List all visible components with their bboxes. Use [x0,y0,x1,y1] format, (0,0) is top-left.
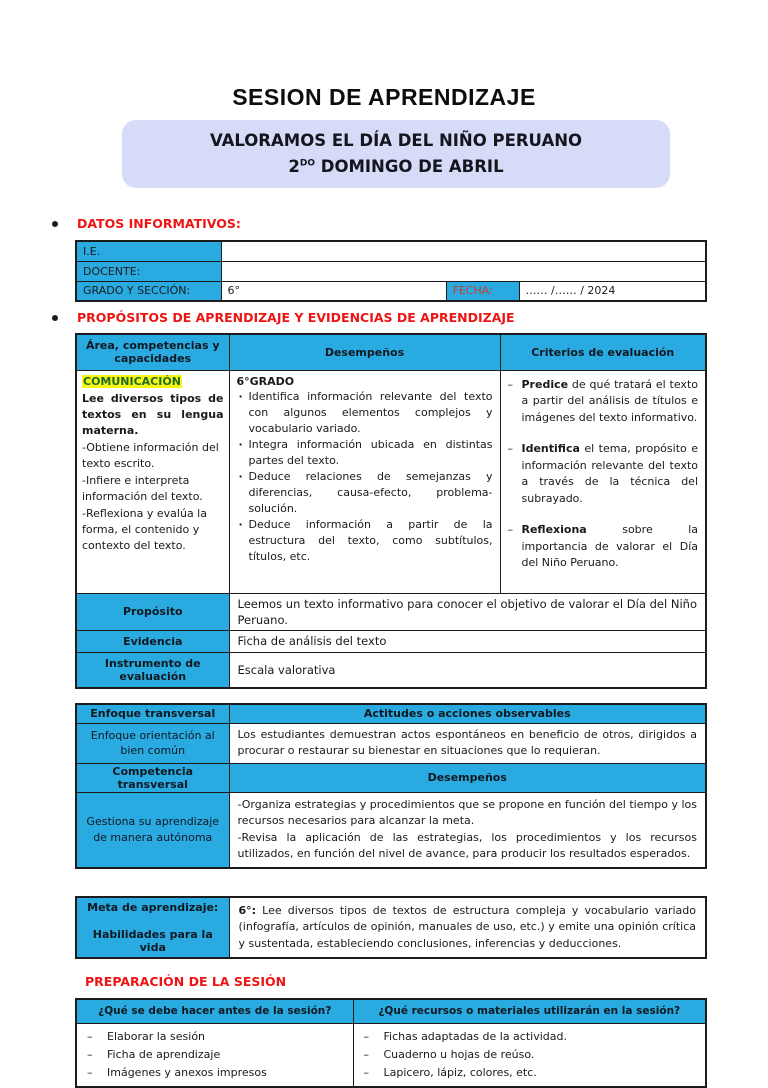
table-header-row [76,704,706,723]
table-row [76,370,706,593]
prep-item: – Fichas adaptadas de la actividad. [362,1028,698,1046]
section-heading-preparacion-label: PREPARACIÓN DE LA SESIÓN [85,974,287,990]
meta-label-line1: Meta de aprendizaje: [87,900,219,914]
col-header-desempenos: Desempeños [229,334,500,370]
evidencia-label-cell: Evidencia [76,630,229,652]
section-heading-preparacion [85,974,768,989]
area-competencias-cell [76,370,229,593]
gestiona-value-cell [229,792,706,868]
criterio-item: – Reflexiona sobre la importancia de valorar el Día del Niño Peruano. [508,522,699,572]
instrumento-value-cell: Escala valorativa [229,652,706,688]
page-title: SESION DE APRENDIZAJE [232,84,536,110]
meta-aprendizaje-table [75,896,707,960]
lesson-banner [122,120,670,188]
desempeno-line: -Revisa la aplicación de las estrategias, los procedimientos y los recursos utilizados, en función del nivel de avance, para producir los resultados esperados. [237,830,697,861]
grado-label-cell: GRADO Y SECCIÓN: [76,281,221,301]
table-row [76,723,706,763]
prep-item: – Ficha de aprendizaje [85,1046,345,1064]
proposito-value-cell: Leemos un texto informativo para conocer el objetivo de valorar el Día del Niño Peruano. [229,593,706,630]
datos-informativos-table [75,240,707,302]
docente-value-cell [221,261,706,281]
table-row [76,897,706,959]
capacidad-item: -Obtiene información del texto escrito. [82,441,219,471]
criterio-item: – Predice de qué tratará el texto a partir del análisis de títulos e imágenes del texto informativo. [508,377,699,427]
desempeno-item: · Integra información ubicada en distintas partes del texto. [237,437,493,469]
prep-item: – Elaborar la sesión [85,1028,345,1046]
banner-line-2: $2^{DO}$ DOMINGO DE ABRIL [288,157,504,176]
desempenos-cell [229,370,500,593]
meta-label-cell [76,897,229,959]
prep-left-cell [76,1023,353,1087]
ie-label-cell: I.E. [76,241,221,261]
col-header-area: Área, competencias y capacidades [76,334,229,370]
table-row [76,241,706,261]
enfoque-label-cell: Enfoque orientación al bien común [76,723,229,763]
prep-item: – Cuaderno u hojas de reúso. [362,1046,698,1064]
desempeno-item: · Deduce relaciones de semejanzas y diferencias, causa-efecto, problema-solución. [237,469,493,517]
gestiona-label-cell: Gestiona su aprendizaje de manera autónoma [76,792,229,868]
table-row [76,281,706,301]
table-header-row [76,763,706,792]
meta-grade-lead: 6°: [238,903,257,917]
bullet-icon [52,221,58,227]
grado-heading: 6°GRADO [236,374,295,388]
fecha-value-cell: …… /…… / 2024 [519,281,706,301]
competencia-text: Lee diversos tipos de textos en su lengua materna. [82,392,224,438]
table-row [76,1023,706,1087]
meta-label-line2: Habilidades para la vida [92,927,213,954]
area-label: COMUNICACIÓN [83,374,181,388]
docente-label-cell: DOCENTE: [76,261,221,281]
enfoque-value-cell: Los estudiantes demuestran actos espontáneos en beneficio de otros, dirigidos a procurar o restaurar su bienestar en situaciones que lo requieran. [229,723,706,763]
table-row [76,593,706,630]
criterios-cell [500,370,706,593]
proposito-label-cell: Propósito [76,593,229,630]
table-row [76,261,706,281]
bullet-icon [52,315,58,321]
capacidad-item: -Infiere e interpreta información del texto. [82,474,203,504]
capacidad-item: -Reflexiona y evalúa la forma, el contenido y contexto del texto. [82,507,207,552]
enfoque-header-right: Actitudes o acciones observables [229,704,706,723]
prep-right-cell [353,1023,706,1087]
evidencia-value-cell: Ficha de análisis del texto [229,630,706,652]
spacer [83,914,223,928]
grado-value-cell: 6° [221,281,446,301]
table-row [76,792,706,868]
banner-line-1: VALORAMOS EL DÍA DEL NIÑO PERUANO [209,131,583,151]
prep-header-right: ¿Qué recursos o materiales utilizarán en la sesión? [353,999,706,1023]
ie-value-cell [221,241,706,261]
instrumento-label-cell: Instrumento de evaluación [76,652,229,688]
table-header-row [76,334,706,370]
ordinal-superscript: DO [299,158,316,169]
competencia-transversal-header: Competencia transversal [76,763,229,792]
desempeno-item: · Identifica información relevante del texto con algunos elementos complejos y vocabulario variado. [237,389,493,437]
prep-item: – Imágenes y anexos impresos [85,1064,345,1082]
table-header-row [76,999,706,1023]
desempenos-header: Desempeños [229,763,706,792]
fecha-label-cell: FECHA: [446,281,519,301]
section-heading-propositos-label: PROPÓSITOS DE APRENDIZAJE Y EVIDENCIAS DE APRENDIZAJE [77,310,515,325]
enfoque-header-left: Enfoque transversal [76,704,229,723]
desempeno-line: -Organiza estrategias y procedimientos que se propone en función del tiempo y los recursos necesarios para alcanzar la meta. [237,797,697,828]
table-row [76,630,706,652]
table-row [76,652,706,688]
section-heading-datos [52,216,768,231]
criterio-item: – Identifica el tema, propósito e información relevante del texto a través de la técnica del subrayado. [508,441,699,507]
propositos-table [75,333,707,689]
meta-value-cell: 6°: Lee diversos tipos de textos de estructura compleja y vocabulario variado (infografía, artículos de opinión, manuales de uso, etc.) y emite una opinión crítica y sustentada, estableciendo conclusiones, inferencias y deducciones. [229,897,706,959]
section-heading-propositos [52,310,768,325]
section-heading-datos-label: DATOS INFORMATIVOS: [77,216,241,231]
preparacion-table [75,998,707,1088]
col-header-criterios: Criterios de evaluación [500,334,706,370]
enfoque-transversal-table [75,703,707,869]
prep-header-left: ¿Qué se debe hacer antes de la sesión? [76,999,353,1023]
prep-item: – Lapicero, lápiz, colores, etc. [362,1064,698,1082]
desempeno-item: · Deduce información a partir de la estructura del texto, como subtítulos, títulos, etc. [237,517,493,565]
